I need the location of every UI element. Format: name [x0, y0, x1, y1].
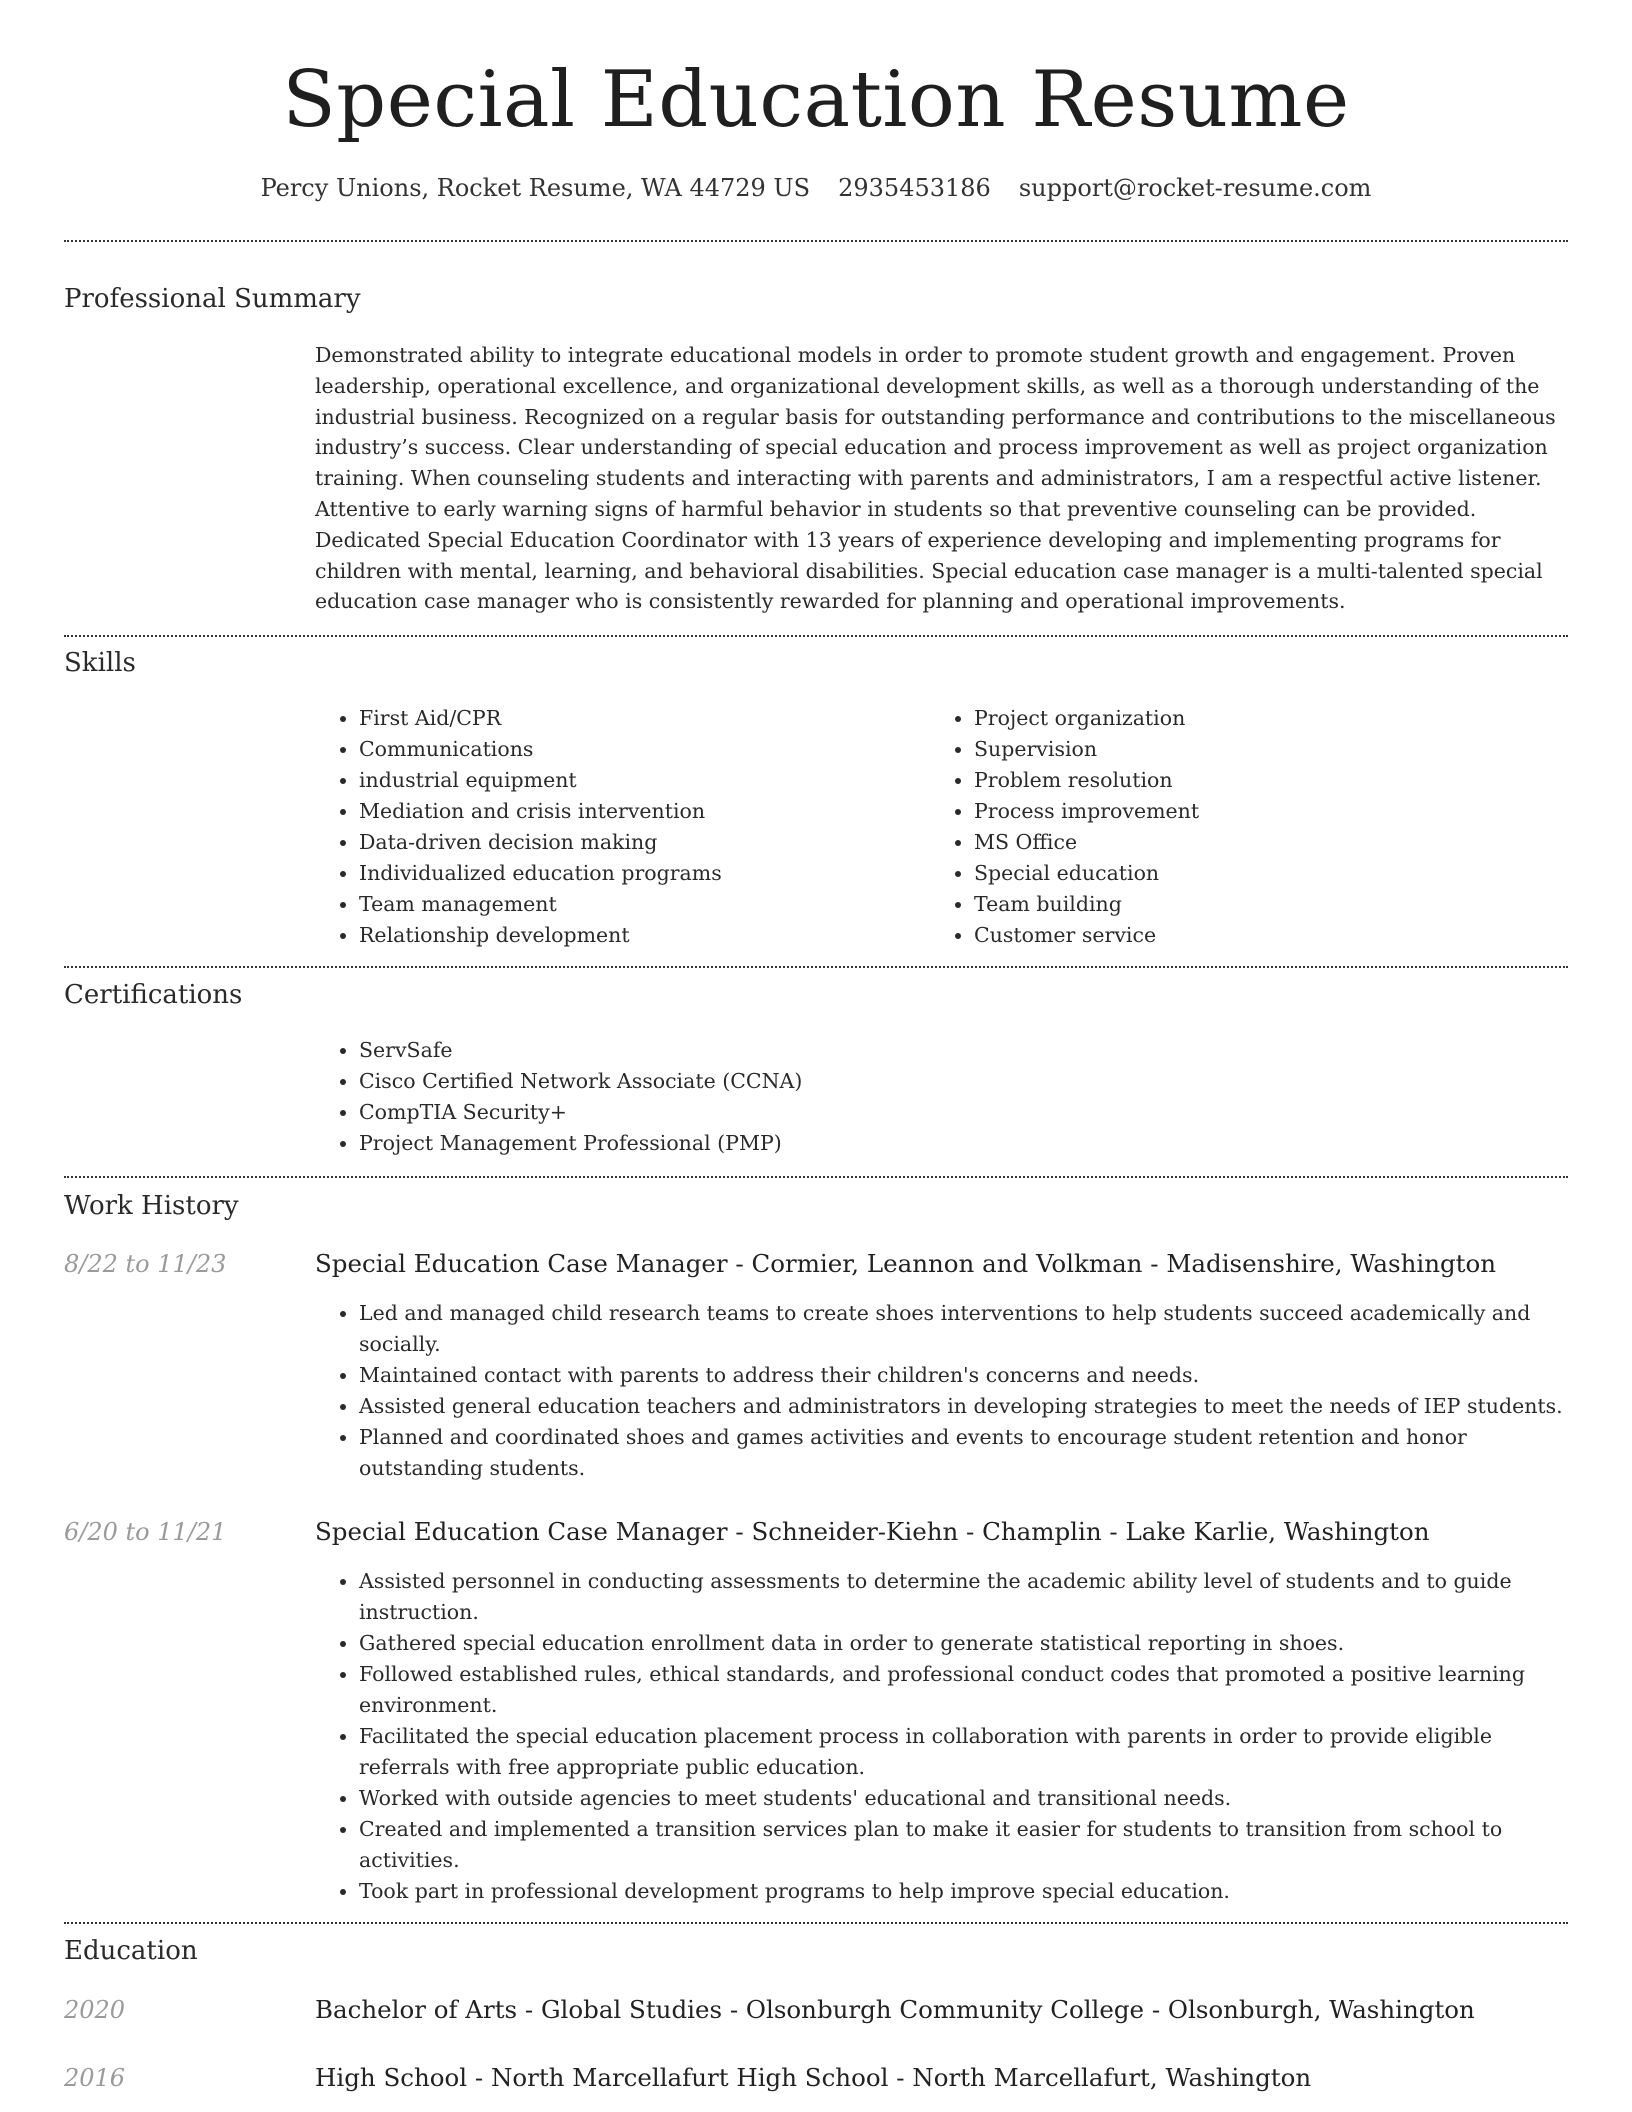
education-location: North Marcellafurt, Washington	[912, 2063, 1312, 2092]
skills-list-right	[930, 703, 1534, 951]
skill-item: • Relationship development	[359, 920, 919, 951]
skill-item: • Communications	[359, 734, 919, 765]
job-header: Special Education Case Manager - Schneider-Kiehn - Champlin - Lake Karlie, Washington	[315, 1517, 1430, 1546]
certification-item: • ServSafe	[359, 1035, 1359, 1066]
work-history-heading: Work History	[64, 1191, 239, 1221]
job-bullets	[315, 1566, 1568, 1907]
section-divider	[64, 966, 1568, 968]
job-company: Cormier, Leannon and Volkman	[751, 1249, 1143, 1278]
certification-item: • Cisco Certified Network Associate (CCNA)	[359, 1066, 1359, 1097]
job-bullet: • Worked with outside agencies to meet students' educational and transitional needs.	[359, 1783, 1568, 1814]
certifications-list	[315, 1035, 1359, 1159]
education-entry: Bachelor of Arts - Global Studies - Olsonburgh Community College - Olsonburgh, Washington	[315, 1995, 1475, 2024]
skill-item: • Team management	[359, 889, 919, 920]
job-bullet: • Followed established rules, ethical standards, and professional conduct codes that promoted a positive learning environment.	[359, 1659, 1568, 1721]
skill-item: • Problem resolution	[974, 765, 1534, 796]
job-bullet: • Gathered special education enrollment data in order to generate statistical reporting in shoes.	[359, 1628, 1568, 1659]
contact-address: Percy Unions, Rocket Resume, WA 44729 US	[260, 174, 811, 202]
skill-item: • industrial equipment	[359, 765, 919, 796]
skill-item: • First Aid/CPR	[359, 703, 919, 734]
resume-title: Special Education Resume	[282, 55, 1350, 145]
job-bullet: • Created and implemented a transition services plan to make it easier for students to transition from school to activities.	[359, 1814, 1568, 1876]
education-entry: High School - North Marcellafurt High School - North Marcellafurt, Washington	[315, 2063, 1312, 2092]
skill-item: • Special education	[974, 858, 1534, 889]
job-bullet: • Assisted general education teachers and administrators in developing strategies to meet the needs of IEP students.	[359, 1391, 1568, 1422]
skill-item: • Supervision	[974, 734, 1534, 765]
job-location: Lake Karlie, Washington	[1125, 1517, 1430, 1546]
skill-item: • Mediation and crisis intervention	[359, 796, 919, 827]
section-divider	[64, 1922, 1568, 1924]
summary-text: Demonstrated ability to integrate educational models in order to promote student growth and engagement. Proven leadership, operational excellence, and organizational development skills, as well as a thorough understanding of the industrial business. Recognized on a regular basis for outstanding performance and contributions to the miscellaneous industry’s success. Clear understanding of special education and process improvement as well as project organization training. When counseling students and interacting with parents and administrators, I am a respectful active listener. Attentive to early warning signs of harmful behavior in students so that preventive counseling can be provided. Dedicated Special Education Coordinator with 13 years of experience developing and implementing programs for children with mental, learning, and behavioral disabilities. Special education case manager is a multi-talented special education case manager who is consistently rewarded for planning and operational improvements.	[315, 343, 1556, 614]
skill-item: • Process improvement	[974, 796, 1534, 827]
education-field: Global Studies	[540, 1995, 723, 2024]
education-location: Olsonburgh, Washington	[1167, 1995, 1475, 2024]
certifications-heading: Certifications	[64, 980, 243, 1010]
job-bullet: • Facilitated the special education placement process in collaboration with parents in order to provide eligible referrals with free appropriate public education.	[359, 1721, 1568, 1783]
job-bullet: • Assisted personnel in conducting assessments to determine the academic ability level of students and to guide instruction.	[359, 1566, 1568, 1628]
job-bullet: • Planned and coordinated shoes and games activities and events to encourage student retention and honor outstanding students.	[359, 1422, 1568, 1484]
section-divider	[64, 240, 1568, 242]
education-degree: Bachelor of Arts	[315, 1995, 518, 2024]
skill-item: • MS Office	[974, 827, 1534, 858]
education-year: 2020	[64, 1996, 126, 2024]
skills-list-left	[315, 703, 919, 951]
education-school: Olsonburgh Community College	[745, 1995, 1145, 2024]
job-header: Special Education Case Manager - Cormier, Leannon and Volkman - Madisenshire, Washington	[315, 1249, 1497, 1278]
job-dates: 8/22 to 11/23	[64, 1250, 227, 1278]
skill-item: • Individualized education programs	[359, 858, 919, 889]
education-school: North Marcellafurt High School	[490, 2063, 889, 2092]
contact-phone: 2935453186	[838, 174, 991, 202]
education-degree: High School	[315, 2063, 468, 2092]
job-bullet: • Maintained contact with parents to address their children's concerns and needs.	[359, 1360, 1568, 1391]
skill-item: • Data-driven decision making	[359, 827, 919, 858]
job-dates: 6/20 to 11/21	[64, 1518, 227, 1546]
skills-heading: Skills	[64, 648, 136, 678]
job-title: Special Education Case Manager	[315, 1249, 728, 1278]
job-bullets	[315, 1298, 1568, 1484]
certification-item: • CompTIA Security+	[359, 1097, 1359, 1128]
summary-heading: Professional Summary	[64, 284, 361, 314]
section-divider	[64, 1176, 1568, 1178]
job-location: Madisenshire, Washington	[1166, 1249, 1497, 1278]
education-heading: Education	[64, 1936, 198, 1966]
job-title: Special Education Case Manager	[315, 1517, 728, 1546]
job-company: Schneider-Kiehn - Champlin	[751, 1517, 1102, 1546]
skill-item: • Customer service	[974, 920, 1534, 951]
job-bullet: • Took part in professional development programs to help improve special education.	[359, 1876, 1568, 1907]
skill-item: • Project organization	[974, 703, 1534, 734]
contact-line	[0, 172, 1632, 204]
certification-item: • Project Management Professional (PMP)	[359, 1128, 1359, 1159]
skill-item: • Team building	[974, 889, 1534, 920]
section-divider	[64, 635, 1568, 637]
contact-email: support@rocket-resume.com	[1018, 174, 1372, 202]
job-bullet: • Led and managed child research teams to create shoes interventions to help students succeed academically and socially.	[359, 1298, 1568, 1360]
education-year: 2016	[64, 2064, 126, 2092]
